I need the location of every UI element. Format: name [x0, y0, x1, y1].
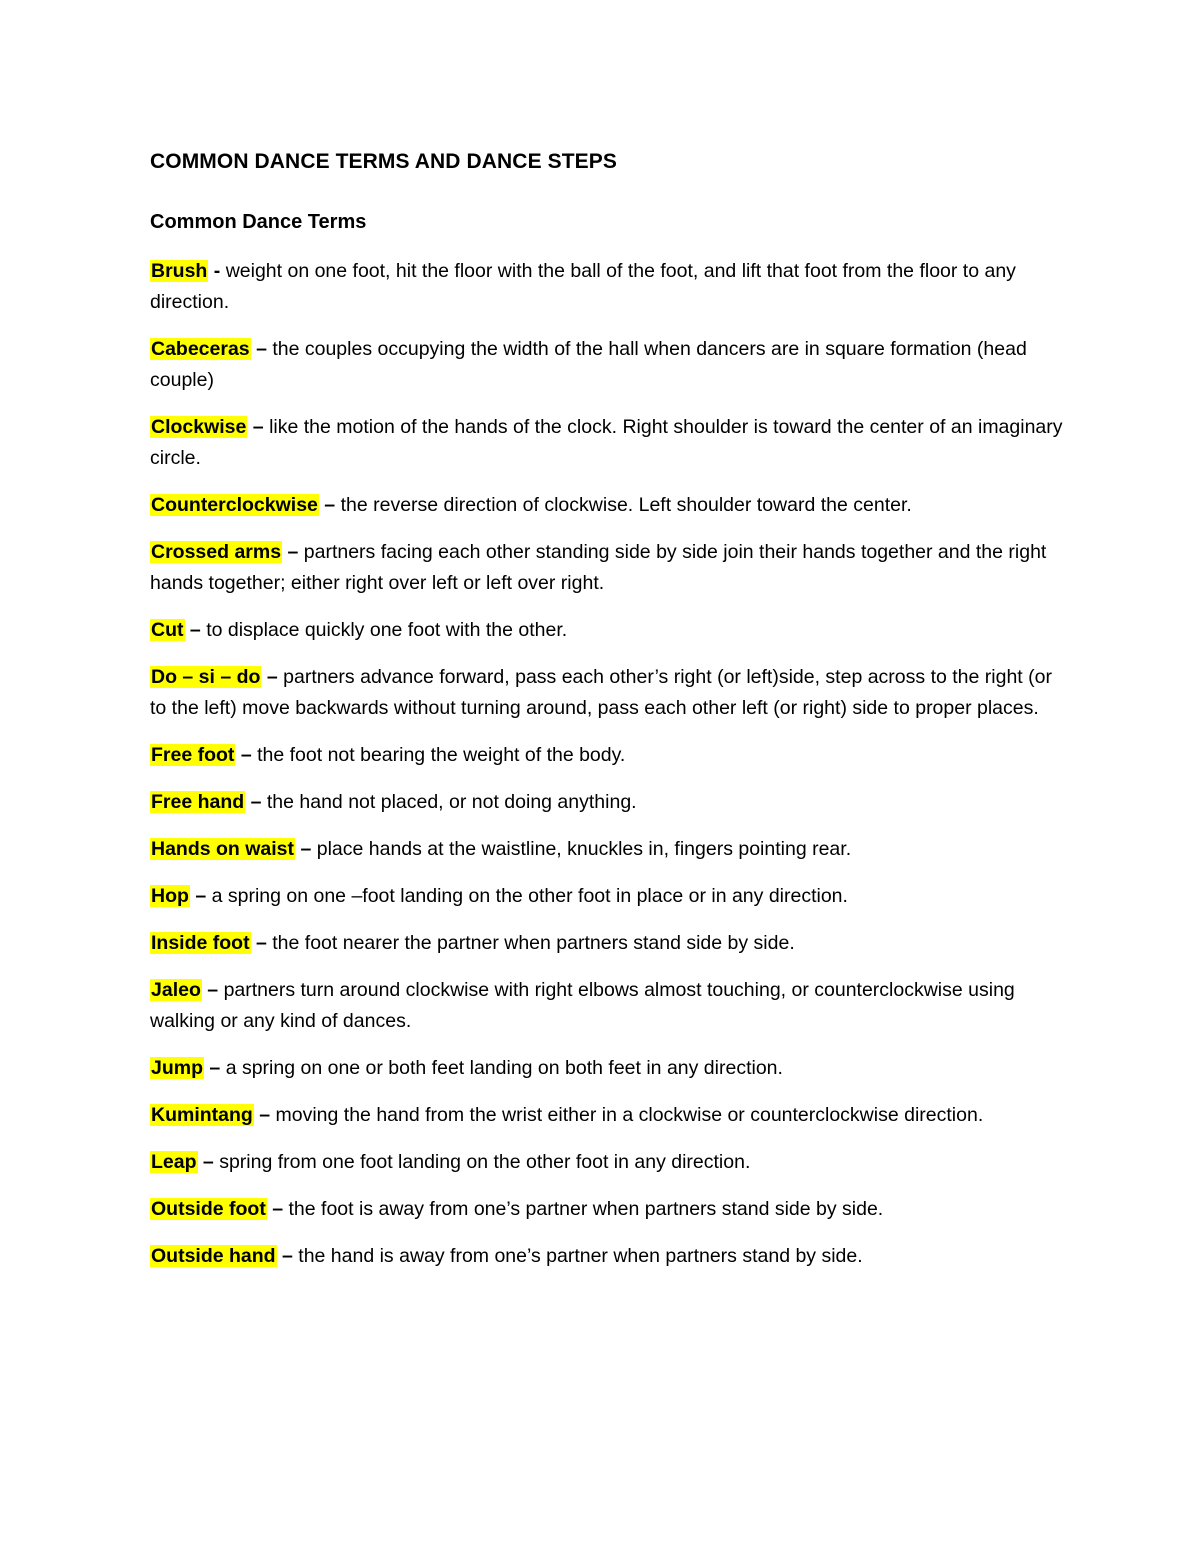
- term-separator: –: [261, 666, 284, 688]
- term-definition: partners turn around clockwise with right elbows almost touching, or counterclockwise using walking or any kind of dances.: [150, 979, 1015, 1032]
- term-name: Hop: [151, 885, 189, 907]
- term-name: Outside hand: [151, 1245, 276, 1267]
- term-entry: [150, 975, 1065, 1037]
- term-separator: –: [276, 1245, 299, 1267]
- term-definition: partners advance forward, pass each other’s right (or left)side, step across to the right (or to the left) move backwards without turning around, pass each other left (or right) side to proper places.: [150, 666, 1052, 719]
- term-entry: [150, 1241, 1065, 1272]
- term-separator: –: [250, 338, 273, 360]
- term-name: Kumintang: [151, 1104, 253, 1126]
- term-definition: partners facing each other standing side by side join their hands together and the right hands together; either right over left or left over right.: [150, 541, 1047, 594]
- term-name: Free hand: [151, 791, 245, 813]
- term-entry: [150, 537, 1065, 599]
- term-name: Outside foot: [151, 1198, 266, 1220]
- term-name: Brush: [151, 260, 208, 282]
- document-title: COMMON DANCE TERMS AND DANCE STEPS: [150, 150, 617, 173]
- term-entry: [150, 834, 1065, 865]
- term-entry: [150, 256, 1065, 318]
- document-page: [150, 0, 1070, 1553]
- term-name: Jump: [151, 1057, 204, 1079]
- term-entry: [150, 1194, 1065, 1225]
- term-name: Do – si – do: [151, 666, 261, 688]
- term-separator: –: [189, 885, 212, 907]
- term-definition: weight on one foot, hit the floor with the ball of the foot, and lift that foot from the floor to any direction.: [150, 260, 1016, 313]
- term-entry: [150, 1053, 1065, 1084]
- term-definition: to displace quickly one foot with the other.: [206, 619, 568, 641]
- term-entry: [150, 740, 1065, 771]
- term-name: Crossed arms: [151, 541, 282, 563]
- term-entry: [150, 334, 1065, 396]
- term-entry: [150, 490, 1065, 521]
- term-definition: the hand not placed, or not doing anything.: [266, 791, 637, 813]
- term-entry: [150, 881, 1065, 912]
- term-separator: –: [197, 1151, 220, 1173]
- term-name: Hands on waist: [151, 838, 295, 860]
- term-separator: –: [318, 494, 341, 516]
- term-definition: place hands at the waistline, knuckles in, fingers pointing rear.: [316, 838, 852, 860]
- term-name: Clockwise: [151, 416, 247, 438]
- term-name: Cabeceras: [151, 338, 250, 360]
- term-separator: –: [250, 932, 273, 954]
- term-name: Counterclockwise: [151, 494, 318, 516]
- term-name: Free foot: [151, 744, 235, 766]
- term-entry: [150, 928, 1065, 959]
- term-entry: [150, 787, 1065, 818]
- term-entry: [150, 662, 1065, 724]
- term-separator: –: [253, 1104, 276, 1126]
- term-entry: [150, 412, 1065, 474]
- term-definition: the reverse direction of clockwise. Left shoulder toward the center.: [340, 494, 912, 516]
- term-separator: –: [282, 541, 304, 563]
- term-entry: [150, 1147, 1065, 1178]
- term-name: Inside foot: [151, 932, 250, 954]
- term-separator: –: [245, 791, 267, 813]
- term-separator: –: [247, 416, 270, 438]
- term-separator: –: [266, 1198, 289, 1220]
- term-definition: a spring on one or both feet landing on both feet in any direction.: [225, 1057, 783, 1079]
- term-separator: -: [208, 260, 226, 282]
- term-definition: spring from one foot landing on the other foot in any direction.: [219, 1151, 751, 1173]
- term-separator: –: [295, 838, 317, 860]
- term-separator: –: [235, 744, 258, 766]
- term-definition: a spring on one –foot landing on the other foot in place or in any direction.: [211, 885, 848, 907]
- term-definition: moving the hand from the wrist either in a clockwise or counterclockwise direction.: [275, 1104, 984, 1126]
- term-name: Cut: [151, 619, 184, 641]
- term-separator: –: [204, 1057, 226, 1079]
- term-definition: like the motion of the hands of the clock. Right shoulder is toward the center of an imaginary circle.: [150, 416, 1063, 469]
- term-name: Jaleo: [151, 979, 201, 1001]
- term-separator: –: [201, 979, 224, 1001]
- term-definition: the couples occupying the width of the hall when dancers are in square formation (head couple): [150, 338, 1027, 391]
- term-definition: the foot nearer the partner when partners stand side by side.: [272, 932, 795, 954]
- term-definition: the foot is away from one’s partner when partners stand side by side.: [288, 1198, 884, 1220]
- term-name: Leap: [151, 1151, 197, 1173]
- term-entry: [150, 615, 1065, 646]
- term-definition: the foot not bearing the weight of the body.: [257, 744, 626, 766]
- terms-list: [150, 256, 1065, 1288]
- term-entry: [150, 1100, 1065, 1131]
- section-heading: Common Dance Terms: [150, 211, 367, 233]
- term-definition: the hand is away from one’s partner when partners stand by side.: [298, 1245, 863, 1267]
- term-separator: –: [184, 619, 207, 641]
